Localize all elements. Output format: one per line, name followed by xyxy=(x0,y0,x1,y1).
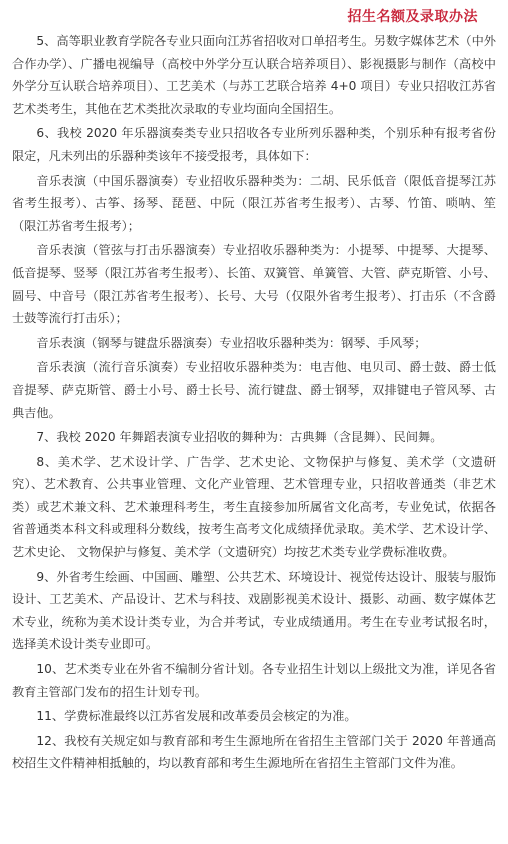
paragraph-item-5: 5、高等职业教育学院各专业只面向江苏省招收对口单招考生。另数字媒体艺术（中外合作办学）、广播电视编导（高校中外学分互认联合培养项目）、影视摄影与制作（高校中外学分互认联合培养项目）、工艺美术（与苏工艺联合培养 4+0 项目）专业只招收江苏省艺术类考生，其他在艺术类批次录取的专业均面向全国招生。 xyxy=(12,34,496,116)
paragraph-item-6: 6、我校 2020 年乐器演奏类专业只招收各专业所列乐器种类，个别乐种有报考省份限定，凡未列出的乐器种类该年不接受报考，具体如下： xyxy=(12,126,496,163)
paragraph-keyboard-instruments: 音乐表演（钢琴与键盘乐器演奏）专业招收乐器种类为：钢琴、手风琴； xyxy=(36,335,427,350)
paragraph-item-10: 10、艺术类专业在外省不编制分省计划。各专业招生计划以上级批文为准，详见各省教育主管部门发布的招生计划专刊。 xyxy=(12,662,496,699)
paragraph-orchestral-instruments: 音乐表演（管弦与打击乐器演奏）专业招收乐器种类为：小提琴、中提琴、大提琴、低音提琴、竖琴（限江苏省考生报考）、长笛、双簧管、单簧管、大管、萨克斯管、小号、圆号、中音号（限江苏省考生报考）、长号、大号（仅限外省考生报考）、打击乐（不含爵士鼓等流行打击乐）； xyxy=(12,243,496,326)
paragraph-chinese-instruments: 音乐表演（中国乐器演奏）专业招收乐器种类为：二胡、民乐低音（限低音提琴江苏省考生报考）、古筝、扬琴、琵琶、中阮（限江苏省考生报考）、古琴、竹笛、唢呐、笙（限江苏省考生报考）； xyxy=(12,173,496,233)
document-body xyxy=(12,30,496,775)
paragraph-item-11: 11、学费标准最终以江苏省发展和改革委员会核定的为准。 xyxy=(36,709,357,724)
paragraph-item-7: 7、我校 2020 年舞蹈表演专业招收的舞种为：古典舞（含昆舞）、民间舞。 xyxy=(36,430,443,445)
paragraph-item-8: 8、美术学、艺术设计学、广告学、艺术史论、文物保护与修复、美术学（文遗研究）、艺术教育、公共事业管理、文化产业管理、艺术管理专业，只招收普通类（非艺术类）或艺术兼文科、艺术兼理科考生，考生直接参加所属省文化高考，专业免试，依据各省普通类本科文科或理科分数线，按考生高考文化成绩择优录取。美术学、艺术设计学、艺术史论、 文物保护与修复、美术学（文遗研究）均按艺术类专业学费标准收费。 xyxy=(12,454,496,560)
paragraph-item-9: 9、外省考生绘画、中国画、雕塑、公共艺术、环境设计、视觉传达设计、服装与服饰设计、工艺美术、产品设计、艺术与科技、戏剧影视美术设计、摄影、动画、数字媒体艺术专业，统称为美术设计类专业，为合并考试，专业成绩通用。考生在专业考试报名时，选择美术设计类专业即可。 xyxy=(12,569,496,652)
paragraph-item-12: 12、我校有关规定如与教育部和考生生源地所在省招生主管部门关于 2020 年普通高校招生文件精神相抵触的，均以教育部和考生生源地所在省招生主管部门文件为准。 xyxy=(12,733,496,771)
document-header xyxy=(12,0,496,30)
paragraph-popular-music-instruments: 音乐表演（流行音乐演奏）专业招收乐器种类为：电吉他、电贝司、爵士鼓、爵士低音提琴、萨克斯管、爵士小号、爵士长号、流行键盘、爵士钢琴，双排键电子管风琴、古典吉他。 xyxy=(12,360,496,420)
section-title: 招生名额及录取办法 xyxy=(347,9,478,25)
